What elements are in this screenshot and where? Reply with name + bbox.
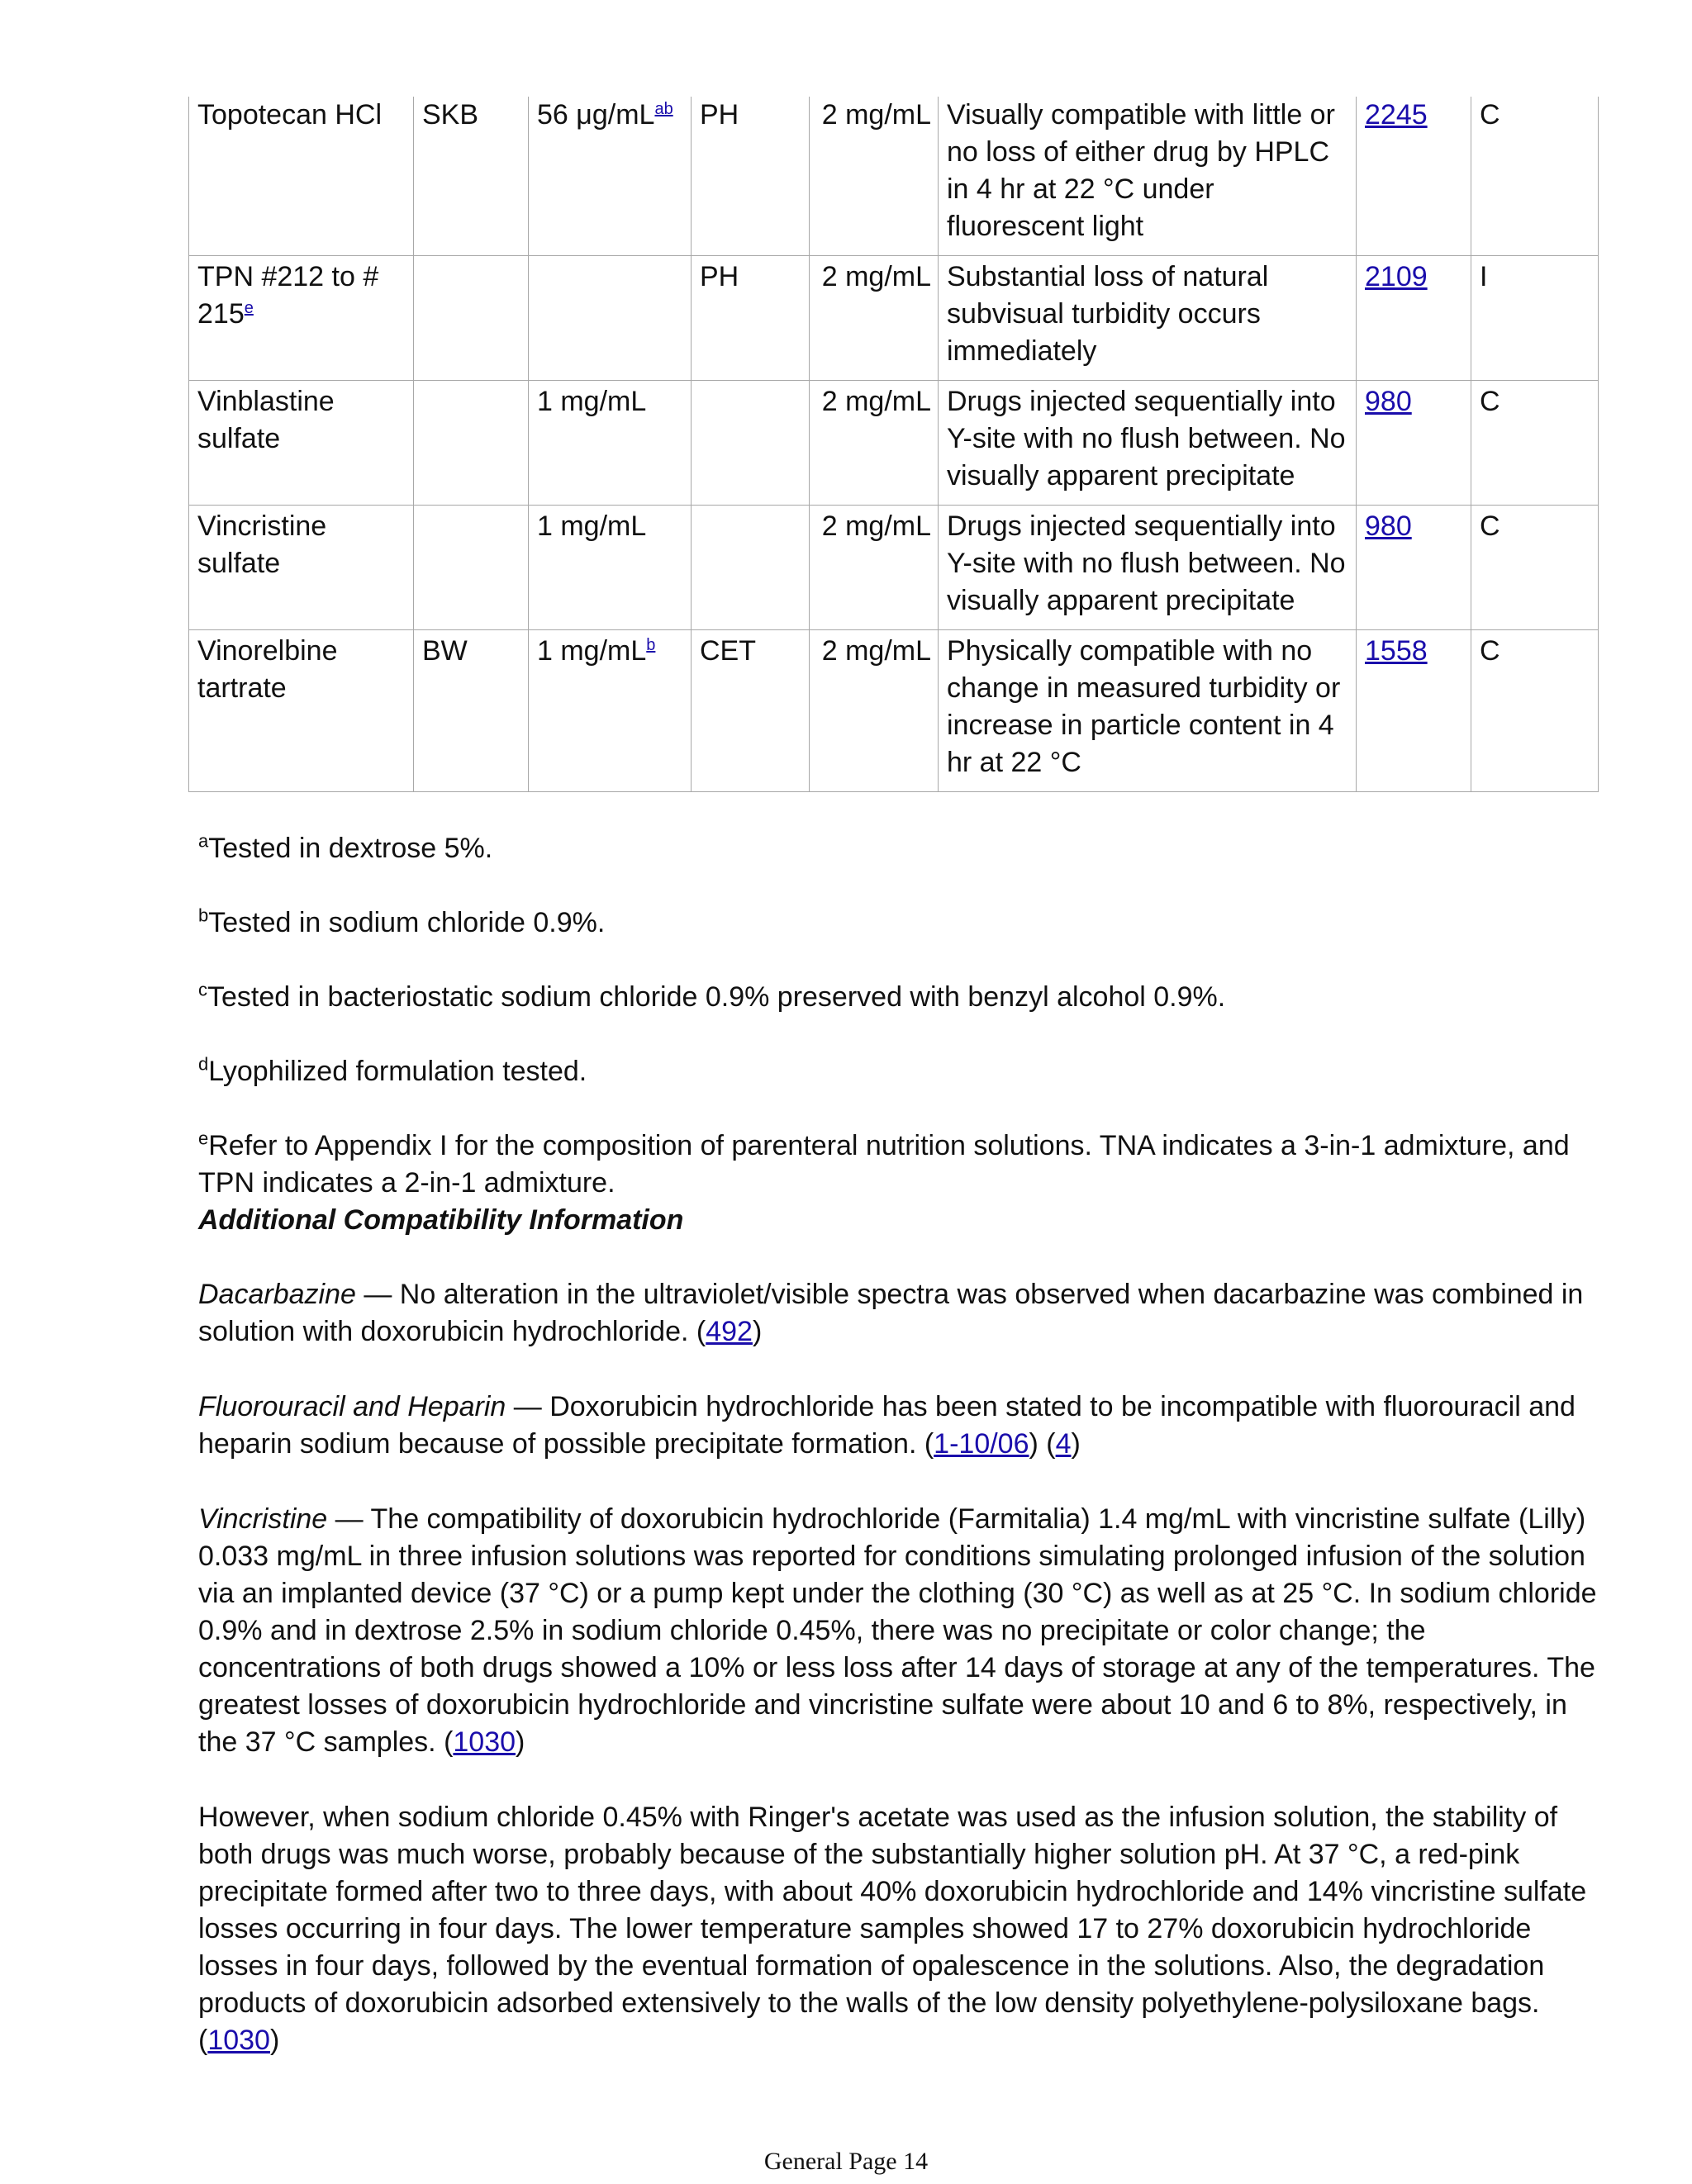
paragraph-title: Fluorouracil and Heparin: [198, 1391, 506, 1422]
footnote-link[interactable]: e: [244, 299, 254, 317]
drug-name: TPN #212 to # 215: [197, 261, 379, 330]
result: I: [1480, 261, 1488, 292]
manufacturer2-cell: [692, 256, 810, 381]
em-dash: —: [355, 1279, 400, 1310]
footnote: [198, 1128, 1603, 1202]
concentration2-cell: [810, 630, 939, 792]
reference-cell: [1357, 97, 1471, 256]
reference-cell: [1357, 256, 1471, 381]
concentration-cell: [529, 256, 692, 381]
manufacturer2-cell: [692, 97, 810, 256]
concentration-cell: [529, 506, 692, 630]
reference-cell: [1357, 381, 1471, 506]
paragraph-vincristine: [198, 1501, 1603, 1761]
reference-cell: [1357, 506, 1471, 630]
paren-separator: ) (: [1029, 1428, 1056, 1460]
remarks: Substantial loss of natural subvisual turbidity occurs immediately: [947, 261, 1269, 367]
remarks: Physically compatible with no change in measured turbidity or increase in particle content in 4 hr at 22 °C: [947, 635, 1341, 778]
manufacturer2: PH: [700, 261, 739, 292]
footnote-mark: e: [198, 1128, 209, 1149]
paragraph-text: Doxorubicin hydrochloride has been stated to be incompatible with fluorouracil and heparin sodium because of possible precipitate formation. (: [198, 1391, 1576, 1460]
concentration: 56 μg/mL: [537, 99, 655, 131]
concentration-cell: [529, 630, 692, 792]
reference-link[interactable]: 4: [1055, 1428, 1072, 1460]
table-row: [189, 97, 1599, 256]
remarks: Visually compatible with little or no loss of either drug by HPLC in 4 hr at 22 °C under fluorescent light: [947, 99, 1335, 242]
footnotes: [198, 830, 1603, 1276]
drug-name: Vinblastine sulfate: [197, 386, 335, 454]
drug-cell: [189, 381, 414, 506]
table-body: [189, 97, 1599, 792]
footnote-text: Tested in sodium chloride 0.9%.: [208, 907, 606, 938]
paragraph-dacarbazine: [198, 1276, 1603, 1351]
footnote-text: Refer to Appendix I for the composition of parenteral nutrition solutions. TNA indicates a 3-in-1 admixture, and TPN indicates a 2-in-1 admixture.: [198, 1130, 1570, 1199]
reference-link[interactable]: 1558: [1365, 635, 1428, 667]
footnote-mark: d: [198, 1053, 209, 1075]
concentration2: 2 mg/mL: [821, 261, 931, 292]
em-dash: —: [327, 1503, 371, 1535]
result-cell: [1471, 630, 1599, 792]
remarks-cell: [939, 506, 1357, 630]
remarks-cell: [939, 256, 1357, 381]
paren-close: ): [1071, 1428, 1081, 1460]
reference-cell: [1357, 630, 1471, 792]
concentration2-cell: [810, 381, 939, 506]
manufacturer2: CET: [700, 635, 756, 667]
paragraph-text: The compatibility of doxorubicin hydrochloride (Farmitalia) 1.4 mg/mL with vincristine sulfate (Lilly) 0.033 mg/mL in three infusion solutions was reported for conditions simulating prolonged infusion of the solution via an implanted device (37 °C) or a pump kept under the clothing (30 °C) as well as at 25 °C. In sodium chloride 0.9% and in dextrose 2.5% in sodium chloride 0.45%, there was no precipitate or color change; the concentrations of both drugs showed a 10% or less loss after 14 days of storage at any of the temperatures. The greatest losses of doxorubicin hydrochloride and vincristine sulfate were about 10 and 6 to 8%, respectively, in the 37 °C samples. (: [198, 1503, 1597, 1758]
section-heading: Additional Compatibility Information: [198, 1204, 684, 1236]
concentration2: 2 mg/mL: [821, 635, 931, 667]
reference-link[interactable]: 2245: [1365, 99, 1428, 131]
manufacturer2-cell: [692, 506, 810, 630]
drug-name: Topotecan HCl: [197, 99, 383, 131]
footnote-text: Tested in bacteriostatic sodium chloride 0.9% preserved with benzyl alcohol 0.9%.: [207, 981, 1226, 1013]
concentration2-cell: [810, 506, 939, 630]
footnote-mark: a: [198, 830, 209, 852]
footnote-mark: c: [198, 979, 207, 1000]
result-cell: [1471, 506, 1599, 630]
remarks-cell: [939, 630, 1357, 792]
paren-close: ): [752, 1316, 763, 1347]
paren-close: ): [269, 2025, 280, 2056]
manufacturer-cell: [414, 506, 529, 630]
footnote-link[interactable]: b: [646, 636, 656, 654]
footnote-mark: b: [198, 904, 209, 926]
reference-link[interactable]: 1030: [453, 1726, 516, 1758]
drug-cell: [189, 630, 414, 792]
concentration2-cell: [810, 256, 939, 381]
concentration2: 2 mg/mL: [821, 386, 931, 417]
concentration-cell: [529, 381, 692, 506]
reference-link[interactable]: 1030: [207, 2025, 270, 2056]
concentration: 1 mg/mL: [537, 510, 647, 542]
drug-cell: [189, 506, 414, 630]
drug-cell: [189, 256, 414, 381]
manufacturer: BW: [422, 635, 468, 667]
concentration: 1 mg/mL: [537, 635, 647, 667]
manufacturer2-cell: [692, 630, 810, 792]
footnote: [198, 830, 1603, 867]
paragraph-title: Dacarbazine: [198, 1279, 356, 1310]
concentration: 1 mg/mL: [537, 386, 647, 417]
reference-link[interactable]: 1-10/06: [934, 1428, 1029, 1460]
concentration2-cell: [810, 97, 939, 256]
remarks: Drugs injected sequentially into Y-site with no flush between. No visually apparent precipitate: [947, 386, 1346, 491]
paragraph-however: [198, 1799, 1603, 2059]
footnote-link[interactable]: ab: [654, 100, 673, 118]
em-dash: —: [506, 1391, 550, 1422]
page-footer: General Page 14: [763, 2148, 929, 2175]
paragraph-fluorouracil: [198, 1389, 1603, 1463]
footnote: [198, 1053, 1603, 1090]
result-cell: [1471, 97, 1599, 256]
result-cell: [1471, 381, 1599, 506]
remarks-cell: [939, 381, 1357, 506]
reference-link[interactable]: 492: [706, 1316, 753, 1347]
footnote: [198, 904, 1603, 942]
concentration2: 2 mg/mL: [821, 99, 931, 131]
remarks-cell: [939, 97, 1357, 256]
footnote-text: Lyophilized formulation tested.: [208, 1056, 587, 1087]
reference-link[interactable]: 2109: [1365, 261, 1428, 292]
paragraph-text: However, when sodium chloride 0.45% with Ringer's acetate was used as the infusion solution, the stability of both drugs was much worse, probably because of the substantially higher solution pH. At 37 °C, a red-pink precipitate formed after two to three days, with about 40% doxorubicin hydrochloride and 14% vincristine sulfate losses occurring in four days. The lower temperature samples showed 17 to 27% doxorubicin hydrochloride losses in four days, followed by the eventual formation of opalescence in the solutions. Also, the degradation products of doxorubicin adsorbed extensively to the walls of the low density polyethylene-polysiloxane bags. (: [198, 1802, 1587, 2056]
drug-name: Vincristine sulfate: [197, 510, 327, 579]
manufacturer-cell: [414, 381, 529, 506]
result-cell: [1471, 256, 1599, 381]
reference-link[interactable]: 980: [1365, 386, 1412, 417]
manufacturer-cell: [414, 630, 529, 792]
paragraph-text: No alteration in the ultraviolet/visible spectra was observed when dacarbazine was combined in solution with doxorubicin hydrochloride. (: [198, 1279, 1584, 1347]
table-row: [189, 630, 1599, 792]
drug-cell: [189, 97, 414, 256]
footnote: [198, 979, 1603, 1016]
manufacturer2-cell: [692, 381, 810, 506]
manufacturer-cell: [414, 256, 529, 381]
drug-name: Vinorelbine tartrate: [197, 635, 338, 704]
compatibility-table: [188, 97, 1599, 792]
manufacturer2: PH: [700, 99, 739, 131]
table-row: [189, 506, 1599, 630]
paragraph-title: Vincristine: [198, 1503, 328, 1535]
result: C: [1480, 386, 1500, 417]
result: C: [1480, 99, 1500, 131]
result: C: [1480, 635, 1500, 667]
result: C: [1480, 510, 1500, 542]
manufacturer: SKB: [422, 99, 479, 131]
paren-close: ): [516, 1726, 525, 1758]
remarks: Drugs injected sequentially into Y-site with no flush between. No visually apparent precipitate: [947, 510, 1346, 616]
footnote-text: Tested in dextrose 5%.: [208, 833, 493, 864]
concentration-cell: [529, 97, 692, 256]
reference-link[interactable]: 980: [1365, 510, 1412, 542]
manufacturer-cell: [414, 97, 529, 256]
concentration2: 2 mg/mL: [821, 510, 931, 542]
table-row: [189, 256, 1599, 381]
table-row: [189, 381, 1599, 506]
